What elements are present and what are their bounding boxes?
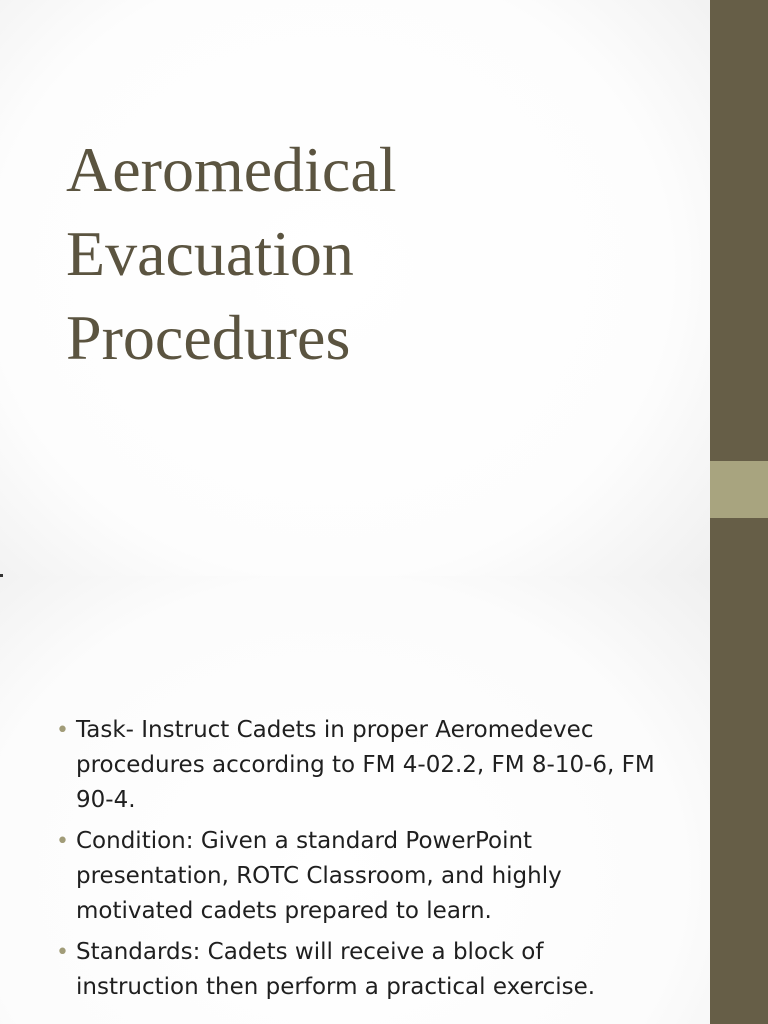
bullet-dot-icon: •	[56, 829, 69, 854]
title-line-1: Aeromedical	[66, 134, 397, 205]
slide-seam-mark	[0, 574, 3, 577]
bullet-text-task: Task- Instruct Cadets in proper Aeromedevec procedures according to FM 4-02.2, FM 8-10-6, FM 90-4.	[76, 717, 655, 813]
side-bar-accent	[710, 461, 768, 518]
bullet-dot-icon: •	[56, 940, 69, 965]
bullet-text-standards: Standards: Cadets will receive a block of instruction then perform a practical exercise.	[76, 939, 596, 1000]
bullet-dot-icon: •	[56, 718, 69, 743]
slide-title-heading	[66, 128, 666, 380]
title-line-2: Evacuation	[66, 218, 354, 289]
bullet-item-standards	[56, 935, 656, 1005]
bullet-item-condition	[56, 824, 656, 929]
title-line-3: Procedures	[66, 302, 351, 373]
bullet-list	[56, 713, 656, 1011]
slide-objectives	[0, 576, 710, 1024]
bullet-item-task	[56, 713, 656, 818]
bullet-text-condition: Condition: Given a standard PowerPoint presentation, ROTC Classroom, and highly motivated cadets prepared to learn.	[76, 828, 562, 924]
